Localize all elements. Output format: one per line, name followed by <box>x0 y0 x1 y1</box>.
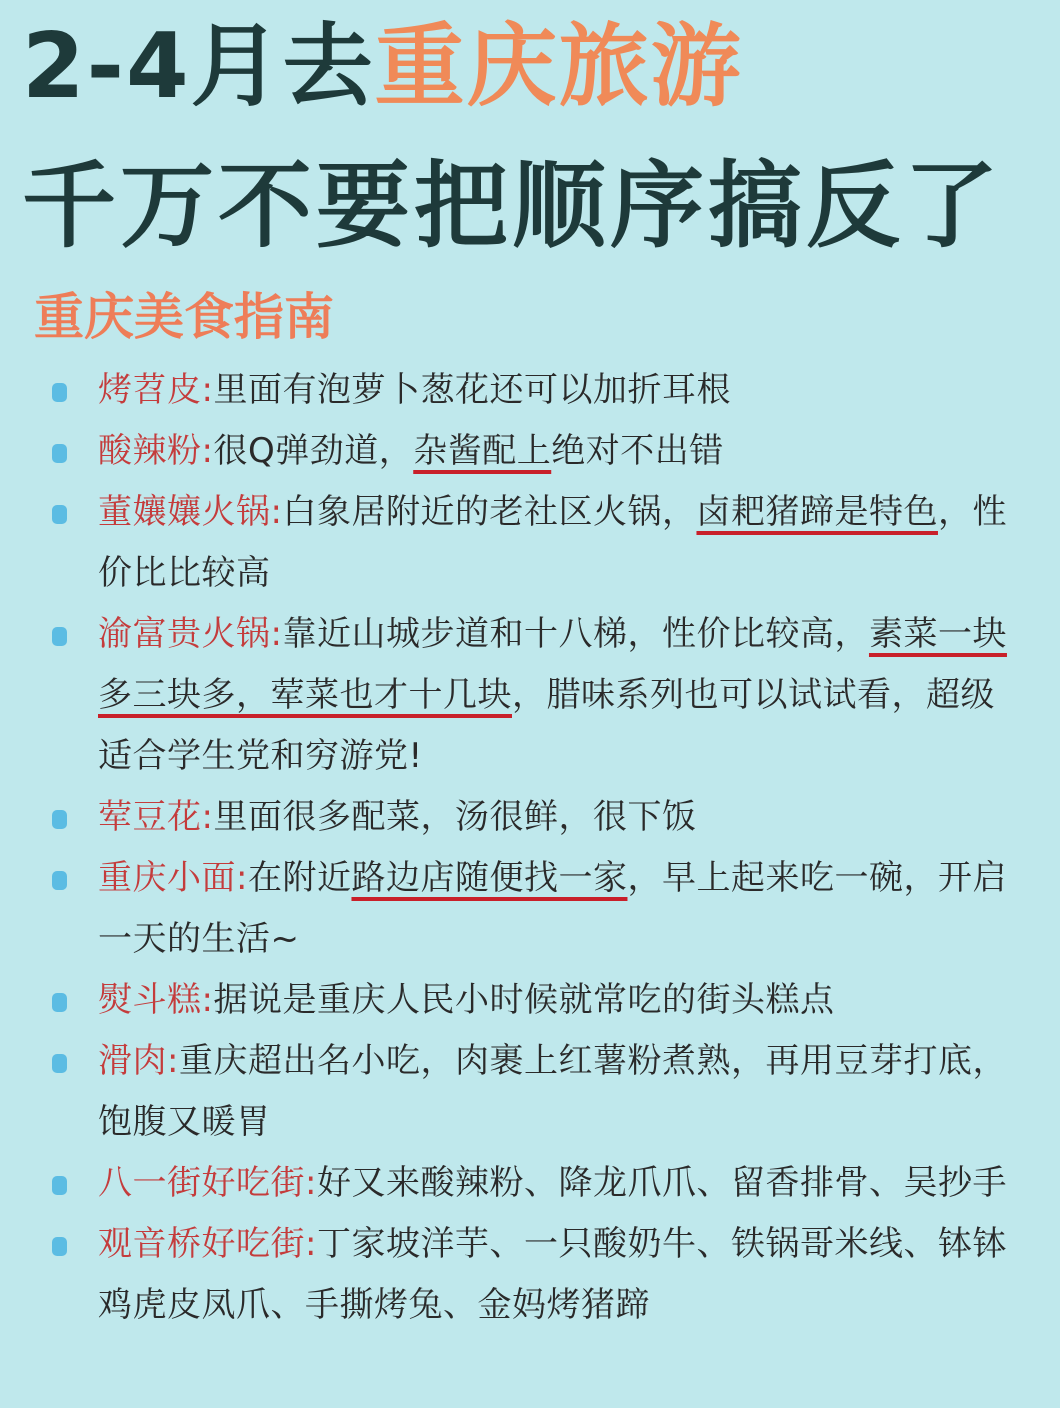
item-text <box>98 1153 1012 1214</box>
item-separator: : <box>201 797 214 837</box>
page-title-line-2: 千万不要把顺序搞反了 <box>22 152 1003 261</box>
item-text <box>98 604 1012 787</box>
item-text <box>98 1214 1012 1336</box>
bullet-icon <box>52 627 67 646</box>
item-description: 重庆超出名小吃，肉裹上红薯粉煮熟，再用豆芽打底，饱腹又暖胃 <box>98 1041 1007 1142</box>
item-name: 荤豆花 <box>98 797 202 837</box>
item-separator: : <box>201 980 214 1020</box>
item-text <box>98 848 1012 970</box>
item-separator: : <box>167 1041 179 1081</box>
item-name: 熨斗糕 <box>98 980 202 1020</box>
item-description: 丁家坡洋芋、一只酸奶牛、铁锅哥米线、钵钵鸡虎皮凤爪、手撕烤兔、金妈烤猪蹄 <box>98 1224 1007 1325</box>
bullet-icon <box>52 1054 67 1073</box>
item-highlight: 路边店随便找一家 <box>351 858 628 898</box>
bullet-icon <box>52 1176 67 1195</box>
list-item <box>52 848 1012 970</box>
item-description: 靠近山城步道和十八梯，性价比较高， <box>282 614 869 654</box>
item-text <box>98 970 1012 1031</box>
item-name: 滑肉 <box>98 1041 167 1081</box>
item-highlight: 卤耙猪蹄是特色 <box>696 492 938 532</box>
list-item <box>52 970 1012 1031</box>
list-item <box>52 421 1012 482</box>
list-item <box>52 604 1012 787</box>
item-text <box>98 360 1012 421</box>
item-name: 重庆小面 <box>98 858 236 898</box>
bullet-icon <box>52 383 67 402</box>
item-name: 烤苕皮 <box>98 370 202 410</box>
item-description: 在附近 <box>247 858 352 898</box>
item-separator: : <box>236 858 248 898</box>
item-name: 八一街好吃街 <box>98 1163 305 1203</box>
list-item <box>52 1031 1012 1153</box>
item-highlight: 素菜一块多三块多，荤菜也才十几块 <box>98 614 1007 715</box>
title-prefix: 2-4月去 <box>22 14 375 119</box>
item-description: 白象居附近的老社区火锅， <box>282 492 697 532</box>
item-separator: : <box>270 614 283 654</box>
title-accent: 重庆旅游 <box>374 14 743 119</box>
item-highlight: 杂酱配上 <box>413 431 552 471</box>
list-item <box>52 1153 1012 1214</box>
item-separator: : <box>270 492 283 532</box>
list-item <box>52 482 1012 604</box>
item-text <box>98 787 1012 848</box>
item-text <box>98 482 1012 604</box>
list-item <box>52 787 1012 848</box>
item-description: ，早上起来吃一碗，开启一天的生活~ <box>98 858 1007 959</box>
section-title: 重庆美食指南 <box>34 288 334 346</box>
item-description: 里面很多配菜，汤很鲜，很下饭 <box>213 797 697 837</box>
item-description: 好又来酸辣粉、降龙爪爪、留香排骨、吴抄手 <box>316 1163 1007 1203</box>
item-separator: : <box>305 1163 317 1203</box>
bullet-icon <box>52 810 67 829</box>
item-description: ，性价比比较高 <box>98 492 1007 593</box>
item-description: 很Q弹劲道， <box>213 431 414 471</box>
item-text <box>98 421 1012 482</box>
item-separator: : <box>305 1224 317 1264</box>
item-separator: : <box>201 431 214 471</box>
item-description: 里面有泡萝卜葱花还可以加折耳根 <box>213 370 731 410</box>
item-name: 渝富贵火锅 <box>98 614 271 654</box>
list-item <box>52 1214 1012 1336</box>
item-description: 绝对不出错 <box>551 431 724 471</box>
item-name: 董孃孃火锅 <box>98 492 271 532</box>
page-title-line-1 <box>22 14 743 119</box>
item-description: ，腊味系列也可以试试看，超级适合学生党和穷游党! <box>98 675 995 776</box>
item-separator: : <box>201 370 214 410</box>
food-list <box>52 360 1012 1336</box>
bullet-icon <box>52 993 67 1012</box>
bullet-icon <box>52 444 67 463</box>
bullet-icon <box>52 871 67 890</box>
bullet-icon <box>52 505 67 524</box>
list-item <box>52 360 1012 421</box>
item-description: 据说是重庆人民小时候就常吃的街头糕点 <box>213 980 835 1020</box>
item-text <box>98 1031 1012 1153</box>
bullet-icon <box>52 1237 67 1256</box>
item-name: 观音桥好吃街 <box>98 1224 305 1264</box>
item-name: 酸辣粉 <box>98 431 202 471</box>
